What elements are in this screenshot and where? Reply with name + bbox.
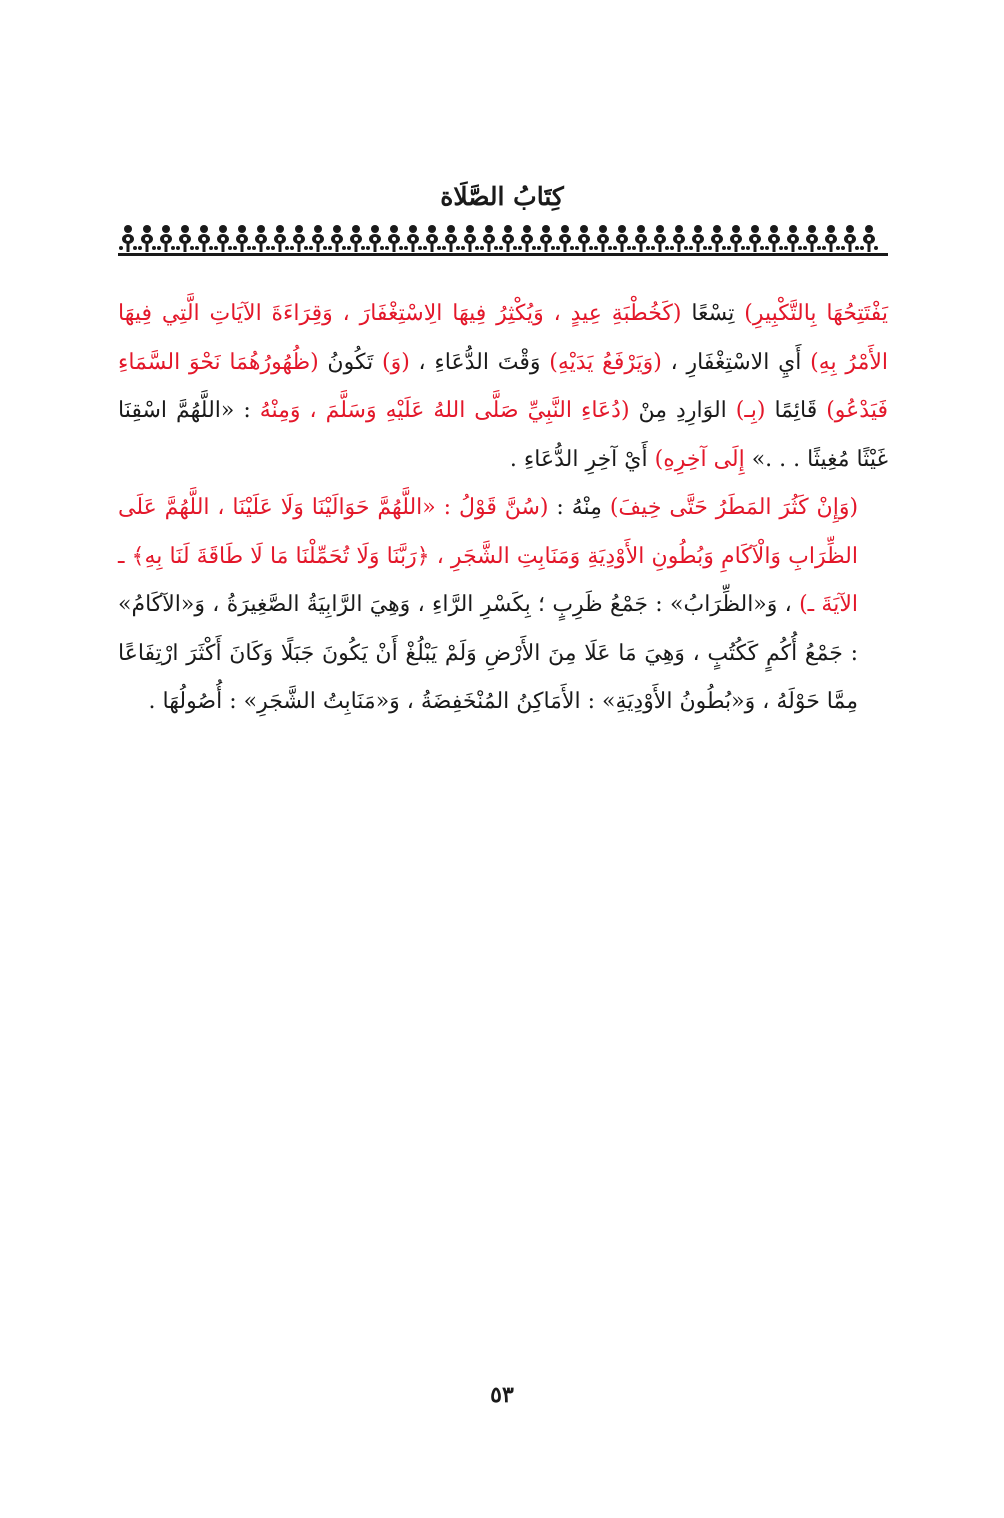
matn-text: (وَيَرْفَعُ يَدَيْهِ): [549, 349, 662, 375]
ornament-motif: [518, 225, 536, 252]
ornament-motif: [233, 225, 251, 252]
ornament-motif: [442, 225, 460, 252]
ornament-motif: [651, 225, 669, 252]
ornament-motif: [499, 225, 517, 252]
sharh-text: مِنْهُ :: [548, 495, 610, 520]
matn-text: (وَإِنْ كَثُرَ المَطَرُ حَتَّى خِيفَ): [609, 495, 859, 520]
sharh-text: ، وَ«الظِّرَابُ» : جَمْعُ ظَرِبٍ ؛ بِكَسْرِ الرَّاءِ ، وَهِيَ الرَّابِيَةُ الصَّغِيرَةُ ، وَ«الآكَامُ» : جَمْعُ أُكُمٍ كَكُتُبٍ ، وَهِيَ مَا عَلَا مِنَ الأَرْضِ وَلَمْ يَبْلُغْ أَنْ يَكُونَ جَبَلًا وَكَانَ أَكْثَرَ ارْتِفَاعًا مِمَّا حَوْلَهُ ، وَ«بُطُونُ الأَوْدِيَةِ» : الأَمَاكِنُ المُنْخَفِضَةُ ، وَ«مَنَابِتُ الشَّجَرِ» : أُصُولُهَا .: [118, 592, 858, 714]
ornament-motif: [157, 225, 175, 252]
page-title: كِتَابُ الصَّلَاة: [440, 182, 564, 211]
page-number: ٥٣: [490, 1382, 514, 1408]
matn-text: (ظُهُورُهُمَا نَحْوَ السَّمَاءِ فَيَدْعُو): [118, 349, 888, 423]
ornament-motif: [556, 225, 574, 252]
sharh-text: وَقْتَ الدُّعَاءِ ،: [409, 349, 550, 375]
ornament-motif: [632, 225, 650, 252]
paragraph-1: [118, 290, 888, 484]
matn-text: (سُنَّ قَوْلُ: [458, 495, 549, 520]
sharh-text: أَيِ الاسْتِغْفَارِ ،: [661, 349, 811, 375]
ornament-motif: [366, 225, 384, 252]
matn-text: (وَ): [382, 349, 410, 375]
sharh-text: تِسْعًا: [681, 301, 745, 326]
sharh-text: تَكُونُ: [318, 349, 382, 375]
ornament-motif: [404, 225, 422, 252]
main-text: [118, 290, 888, 727]
ornament-motif: [803, 225, 821, 252]
ornament-motif: [423, 225, 441, 252]
ornament-motif: [271, 225, 289, 252]
matn-text: يَفْتَتِحُهَا بِالتَّكْبِيرِ): [744, 301, 888, 326]
ornament-motif: [727, 225, 745, 252]
ornament-motif: [746, 225, 764, 252]
ornament-motif: [689, 225, 707, 252]
ornament-motif: [309, 225, 327, 252]
ornament-motif: [385, 225, 403, 252]
matn-text: إِلَى آخِرِهِ): [654, 446, 745, 472]
ornament-motif: [290, 225, 308, 252]
ornament-motif: [537, 225, 555, 252]
ornamental-divider: [118, 222, 888, 256]
matn-text: (كَخُطْبَةِ عِيدٍ ، وَيُكْثِرُ فِيهَا الِاسْتِغْفَارَ ، وَقِرَاءَةَ الآيَاتِ الَّتِي فِيهَا الأَمْرُ بِهِ): [118, 301, 889, 375]
ornament-motif: [195, 225, 213, 252]
sharh-text: أَيْ آخِرِ الدُّعَاءِ .: [509, 446, 655, 472]
ornament-motif: [176, 225, 194, 252]
ornament-motif: [214, 225, 232, 252]
ornament-motif: [119, 225, 137, 252]
matn-text: : «اللَّهُمَّ حَوَالَيْنَا وَلَا عَلَيْنَا ، اللَّهُمَّ عَلَى الظِّرَابِ وَالْآكَامِ وَبُطُونِ الأَوْدِيَةِ وَمَنَابِتِ الشَّجَرِ ، ﴿رَبَّنَا وَلَا تُحَمِّلْنَا مَا لَا طَاقَةَ لَنَا بِهِ﴾ ـ الآيَةَ ـ): [118, 495, 858, 617]
ornament-motif: [594, 225, 612, 252]
ornament-motif: [138, 225, 156, 252]
ornament-motif: [670, 225, 688, 252]
sharh-text: قَائِمًا: [765, 398, 827, 423]
paragraph-2: [118, 484, 888, 727]
ornament-motif: [328, 225, 346, 252]
sharh-text: : «اللَّهُمَّ اسْقِنَا غَيْثًا مُغِيثًا . . .»: [118, 398, 888, 472]
ornament-motif: [822, 225, 840, 252]
matn-text: (دُعَاءِ النَّبِيِّ صَلَّى اللهُ عَلَيْهِ وَسَلَّمَ ، وَمِنْهُ: [259, 398, 630, 423]
ornament-motif: [461, 225, 479, 252]
ornament-motif: [480, 225, 498, 252]
ornament-motif: [613, 225, 631, 252]
ornament-motif: [765, 225, 783, 252]
ornament-motif: [347, 225, 365, 252]
matn-text: (بِـ): [735, 398, 766, 423]
ornament-motif: [784, 225, 802, 252]
ornament-motif: [860, 225, 878, 252]
sharh-text: الوَارِدِ مِنْ: [629, 398, 736, 423]
ornament-motif: [575, 225, 593, 252]
ornament-motif: [708, 225, 726, 252]
ornament-motif: [252, 225, 270, 252]
ornament-motif: [841, 225, 859, 252]
